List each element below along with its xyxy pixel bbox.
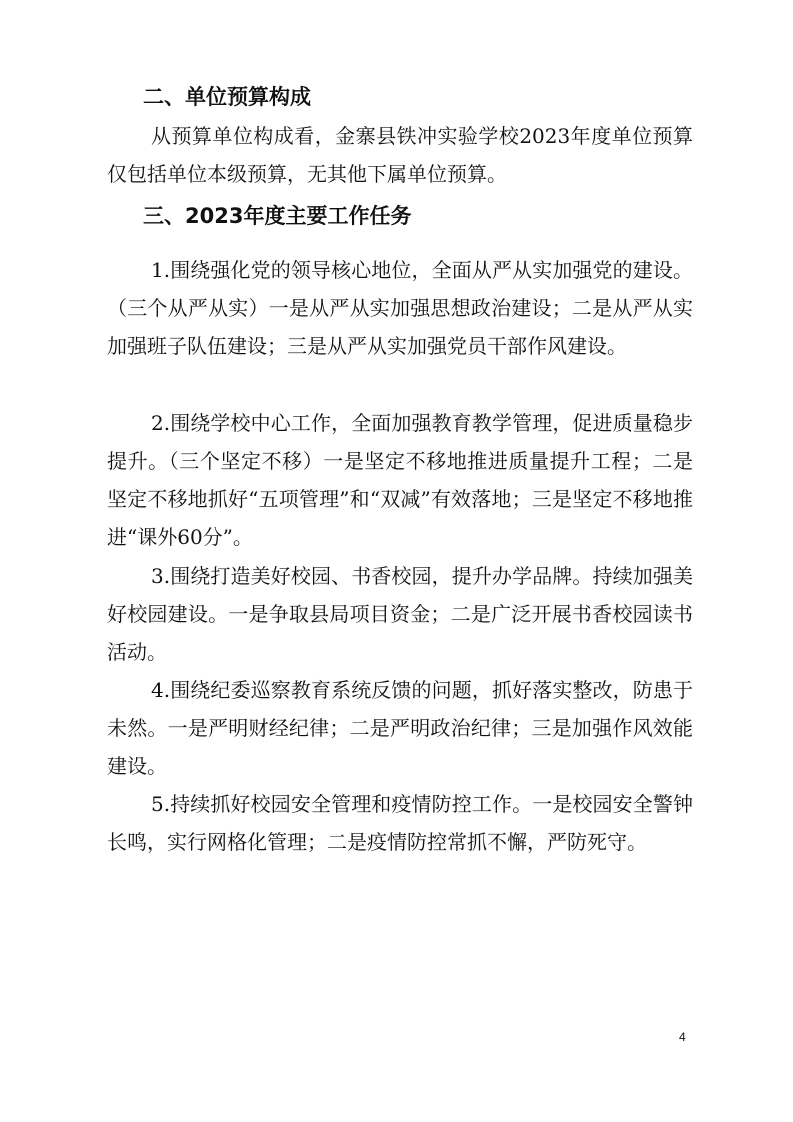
- paragraph-task-4: 4.围绕纪委巡察教育系统反馈的问题，抓好落实整改，防患于未然。一是严明财经纪律；二是严明政治纪律；三是加强作风效能建设。: [107, 678, 693, 778]
- paragraph-budget-composition: 从预算单位构成看，金寨县铁冲实验学校2023年度单位预算仅包括单位本级预算，无其他下属单位预算。: [107, 124, 693, 186]
- paragraph-task-2: 2.围绕学校中心工作，全面加强教育教学管理，促进质量稳步提升。（三个坚定不移）一是坚定不移地推进质量提升工程；二是坚定不移地抓好“五项管理”和“双减”有效落地；三是坚定不移地推进“课外60分”。: [107, 411, 693, 549]
- paragraph-task-5: 5.持续抓好校园安全管理和疫情防控工作。一是校园安全警钟长鸣，实行网格化管理；二是疫情防控常抓不懈，严防死守。: [107, 792, 693, 854]
- page-number: 4: [679, 1030, 686, 1044]
- section-heading-main-tasks: 三、2023年度主要工作任务: [143, 204, 412, 228]
- section-heading-budget-composition: 二、单位预算构成: [143, 85, 311, 109]
- paragraph-task-1: 1.围绕强化党的领导核心地位，全面从严从实加强党的建设。（三个从严从实）一是从严从实加强思想政治建设；二是从严从实加强班子队伍建设；三是从严从实加强党员干部作风建设。: [107, 258, 693, 358]
- paragraph-task-3: 3.围绕打造美好校园、书香校园，提升办学品牌。持续加强美好校园建设。一是争取县局项目资金；二是广泛开展书香校园读书活动。: [107, 564, 693, 664]
